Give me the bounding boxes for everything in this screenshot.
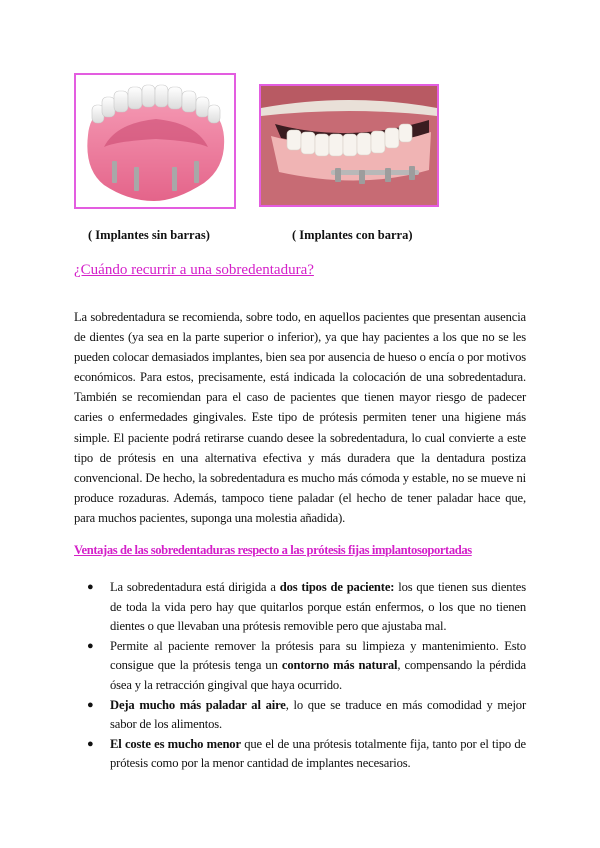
bullet-icon: ● [87, 639, 94, 652]
implant-denture-no-bar-image [74, 73, 236, 209]
list-item: ● El coste es mucho menor que el de una prótesis totalmente fija, tanto por el tipo de prótesis como por la menor cantidad de implantes necesarios. [87, 736, 526, 771]
bullet-icon: ● [87, 698, 94, 711]
bullet-icon: ● [87, 581, 94, 593]
section-heading-advantages: Ventajas de las sobredentaduras respecto a las prótesis fijas implantosoportadas [74, 543, 472, 557]
list-item: ● Deja mucho más paladar al aire, lo que se traduce en más comodidad y mejor sabor de los alimentos. [87, 697, 526, 732]
list-item: ● La sobredentadura está dirigida a dos tipos de paciente: los que tienen sus dientes de toda la vida pero hay que quitarlos porque están enfermos, o los que no tienen dientes o que llevaban una prótesis removible pero que ajustaba mal. [87, 580, 526, 634]
advantages-list [74, 578, 526, 774]
section-heading-when-to-use: ¿Cuándo recurrir a una sobredentadura? [74, 262, 314, 278]
body-paragraph: La sobredentadura se recomienda, sobre todo, en aquellos pacientes que presentan ausencia de dientes (ya sea en la parte superior o inferior), ya que hay pacientes a los que no se les pueden colocar demasiados implantes, bien sea por ausencia de hueso o encía o por motivos económicos. Para estos, precisamente, está indicada la colocación de una sobredentadura. También se recomiendan para el caso de pacientes que tienen mayor riesgo de padecer caries o enfermedades gingivales. Este tipo de prótesis permiten tener una higiene más simple. El paciente podrá retirarse cuando desee la sobredentadura, lo cual convierte a este tipo de prótesis en una alternativa efectiva y más duradera que la dentadura postiza convencional. De hecho, la sobredentadura es mucho más cómoda y estable, no se mueve ni produce rozaduras. Además, tampoco tiene paladar (el hecho de tener paladar hace que, para muchos pacientes, suponga una molestia añadida). [74, 310, 526, 525]
implant-denture-with-bar-image [259, 84, 439, 207]
denture-bar-photo [261, 86, 437, 205]
caption-implants-without-bars: ( Implantes sin barras) [88, 228, 210, 242]
bullet-icon: ● [87, 737, 94, 750]
denture-illustration [76, 75, 234, 207]
caption-implants-with-bar: ( Implantes con barra) [292, 228, 413, 242]
list-item: ● Permite al paciente remover la prótesis para su limpieza y mantenimiento. Esto consigue que la prótesis tenga un contorno más natural, compensando la pérdida ósea y la retracción gingival que haya ocurrido. [87, 638, 526, 692]
